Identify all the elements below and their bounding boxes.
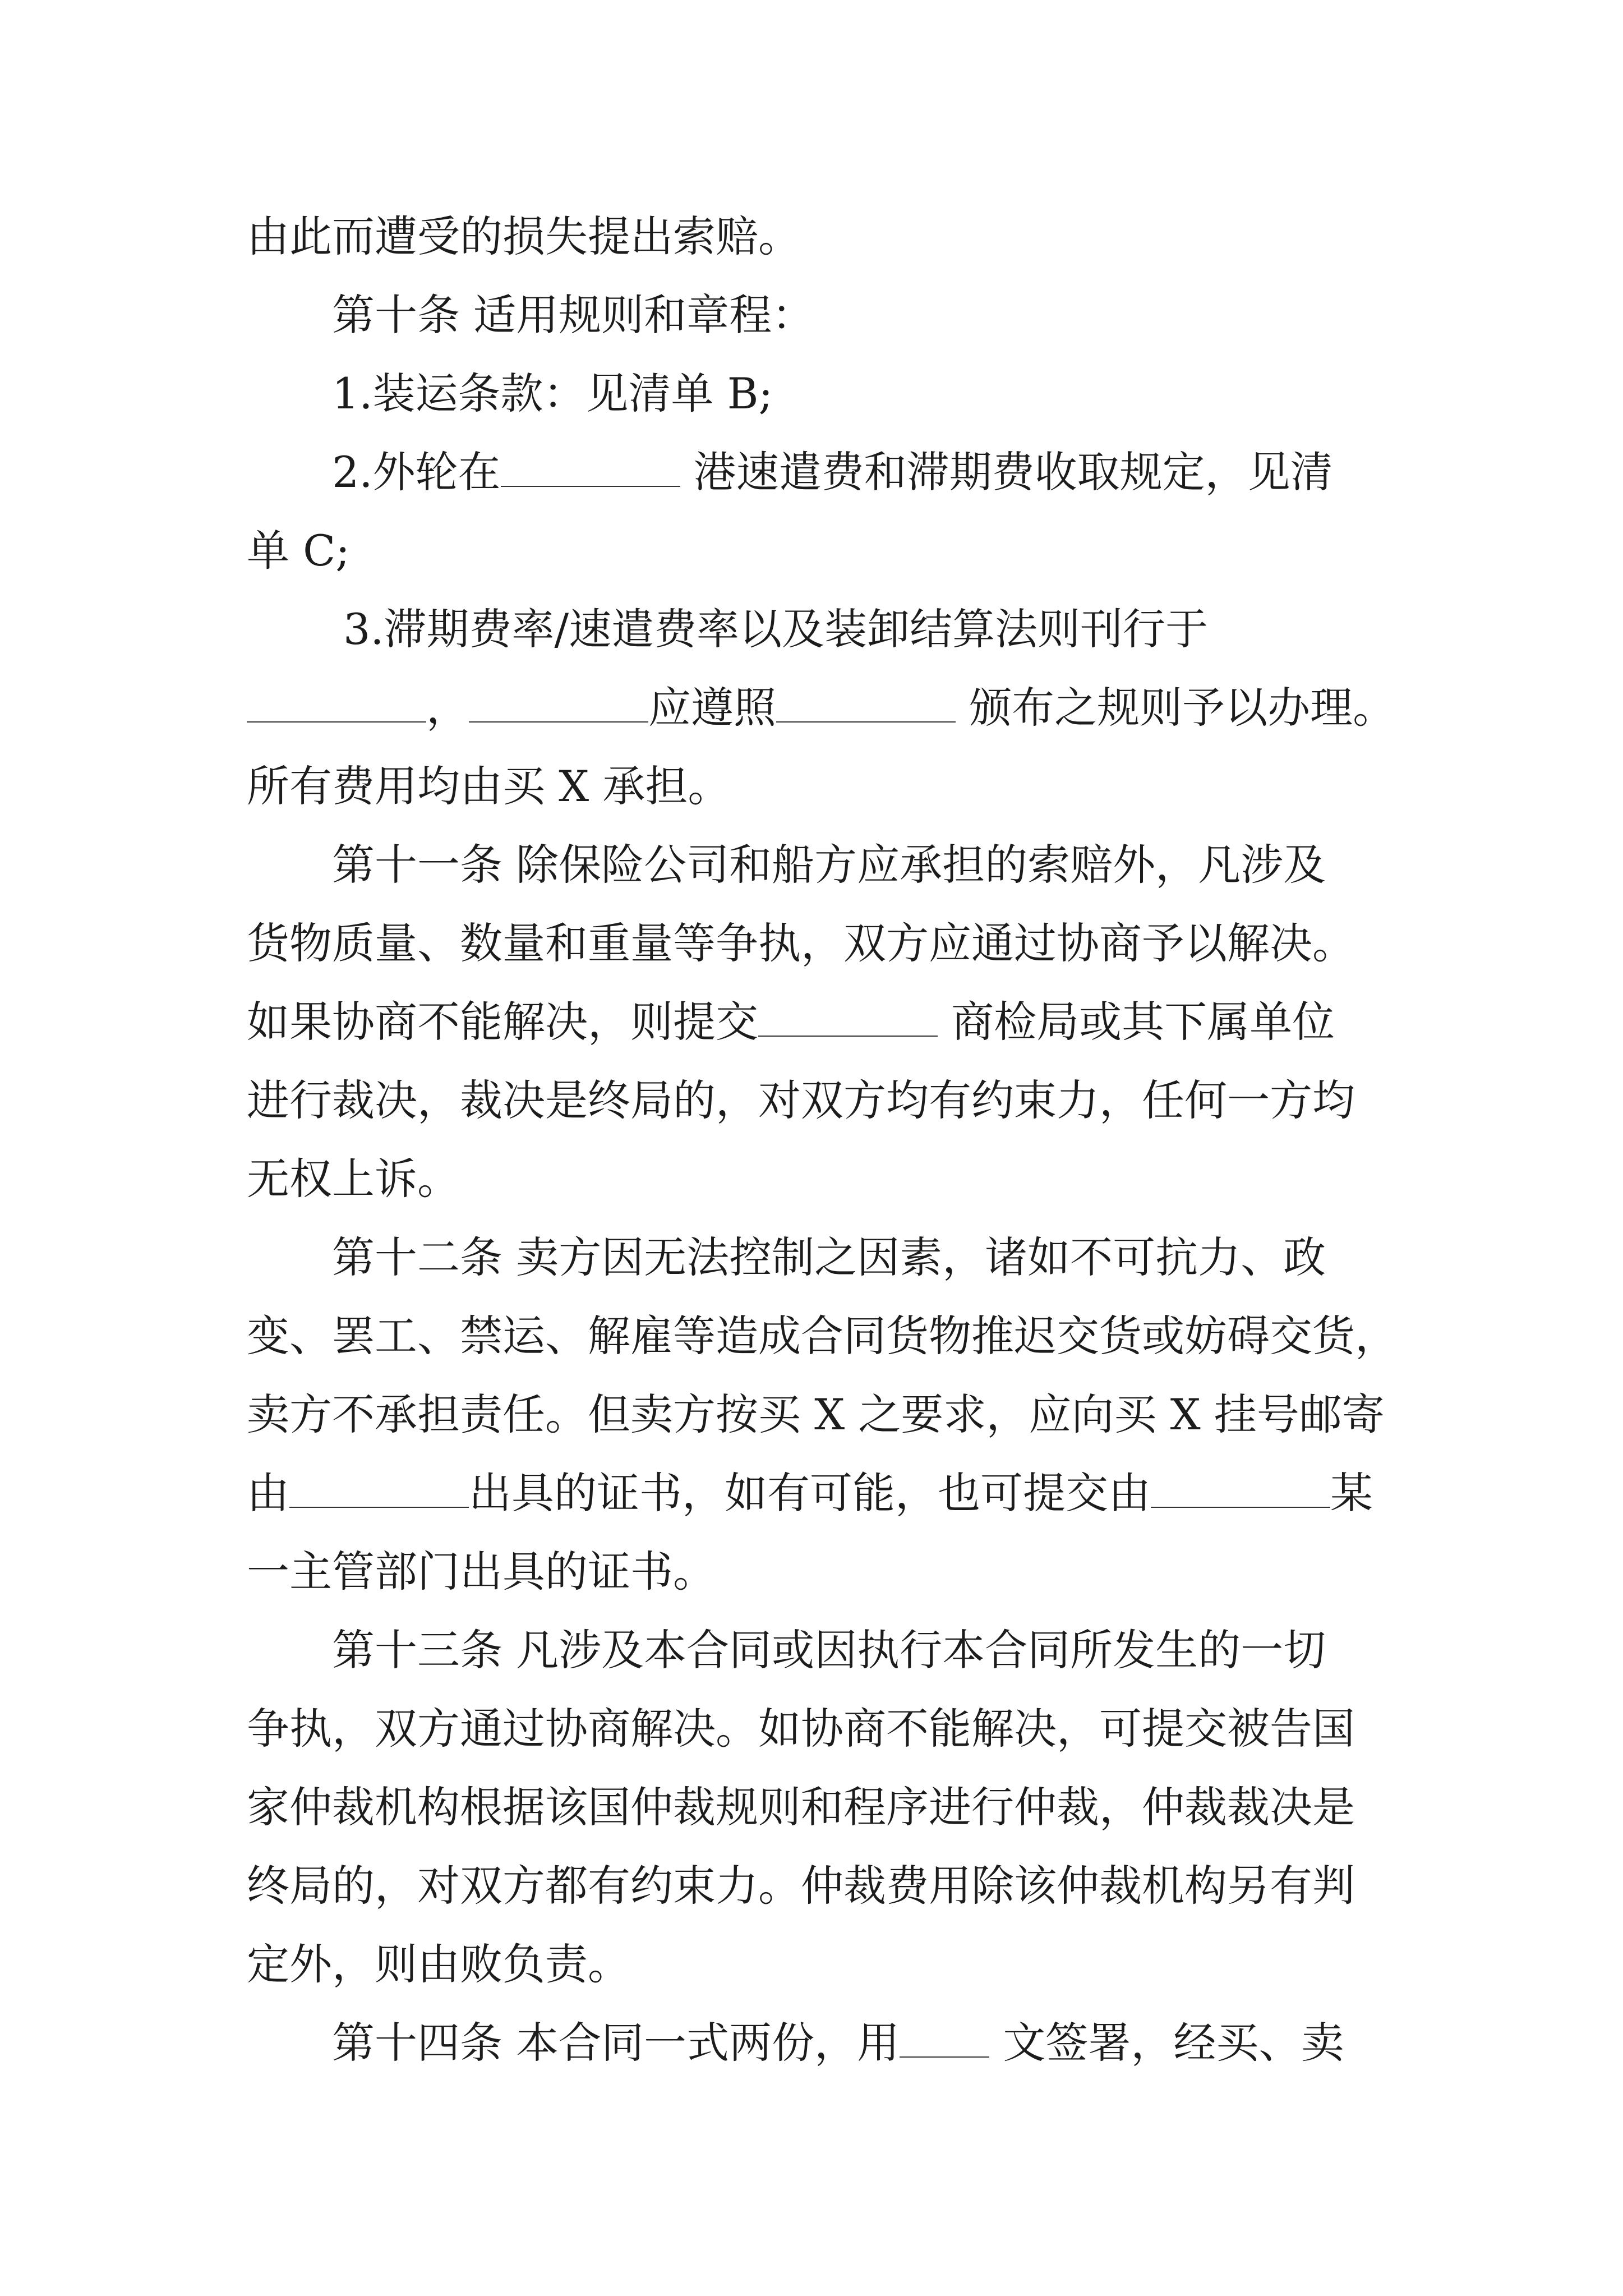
article-12-heading: 第十二条 卖方因无法控制之因素，诸如不可抗力、政: [332, 1232, 1326, 1282]
article-13-heading: 第十三条 凡涉及本合同或因执行本合同所发生的一切: [332, 1625, 1326, 1675]
text-fragment: 第十四条 本合同一式两份，用: [332, 2018, 900, 2068]
text-line: 定外，则由败负责。: [247, 1939, 630, 1989]
fill-blank: [1151, 1466, 1330, 1508]
fill-blank: [247, 681, 426, 723]
text-line: 家仲裁机构根据该国仲裁规则和程序进行仲裁，仲裁裁决是: [247, 1782, 1355, 1832]
document-page: [247, 197, 1398, 2082]
text-line: 无权上诉。: [247, 1154, 460, 1204]
text-line: 所有费用均由买 X 承担。: [247, 761, 731, 811]
text-fragment: 颁布之规则予以办理。: [956, 683, 1396, 733]
text-line: 由此而遭受的损失提出索赔。: [247, 211, 801, 261]
text-fragment: 港速遣费和滞期费收取规定，见清: [680, 447, 1333, 497]
text-line: 卖方不承担责任。但卖方按买 X 之要求，应向买 X 挂号邮寄: [247, 1389, 1385, 1439]
article-11-heading: 第十一条 除保险公司和船方应承担的索赔外，凡涉及: [332, 840, 1326, 890]
text-line: [247, 433, 1385, 512]
text-fragment: 如果协商不能解决，则提交: [247, 997, 758, 1047]
text-fragment: 出具的证书，如有可能，也可提交由: [469, 1468, 1151, 1518]
text-line: 3.滞期费率/速遣费率以及装卸结算法则刊行于: [343, 604, 1209, 654]
text-fragment: 某: [1330, 1468, 1373, 1518]
text-fragment: 商检局或其下属单位: [938, 997, 1335, 1047]
text-fragment: 2.外轮在: [332, 447, 501, 497]
fill-blank: [900, 2016, 989, 2058]
text-line: 一主管部门出具的证书。: [247, 1547, 716, 1596]
fill-blank: [289, 1466, 469, 1508]
fill-blank: [501, 445, 680, 487]
text-line: 变、罢工、禁运、解雇等造成合同货物推迟交货或妨碍交货，: [247, 1311, 1398, 1361]
fill-blank: [776, 681, 956, 723]
text-line: 1.装运条款：见清单 B;: [332, 369, 773, 418]
article-10-heading: 第十条 适用规则和章程：: [332, 290, 815, 340]
text-fragment: 应遵照: [648, 683, 776, 733]
text-line: 单 C;: [247, 526, 350, 576]
text-line: 进行裁决，裁决是终局的，对双方均有约束力，任何一方均: [247, 1075, 1355, 1125]
text-line: [247, 669, 1396, 747]
text-line: 终局的，对双方都有约束力。仲裁费用除该仲裁机构另有判: [247, 1861, 1355, 1911]
text-line: [247, 1454, 1385, 1533]
text-fragment: 文签署，经买、卖: [989, 2018, 1344, 2068]
text-fragment: ，: [426, 683, 469, 733]
text-line: [247, 983, 1385, 1061]
text-line: 争执，双方通过协商解决。如协商不能解决，可提交被告国: [247, 1704, 1355, 1754]
fill-blank: [758, 995, 938, 1037]
text-fragment: 由: [247, 1468, 289, 1518]
fill-blank: [469, 681, 648, 723]
text-line: 货物质量、数量和重量等争执，双方应通过协商予以解决。: [247, 918, 1355, 968]
article-14-heading: [247, 2004, 1385, 2082]
